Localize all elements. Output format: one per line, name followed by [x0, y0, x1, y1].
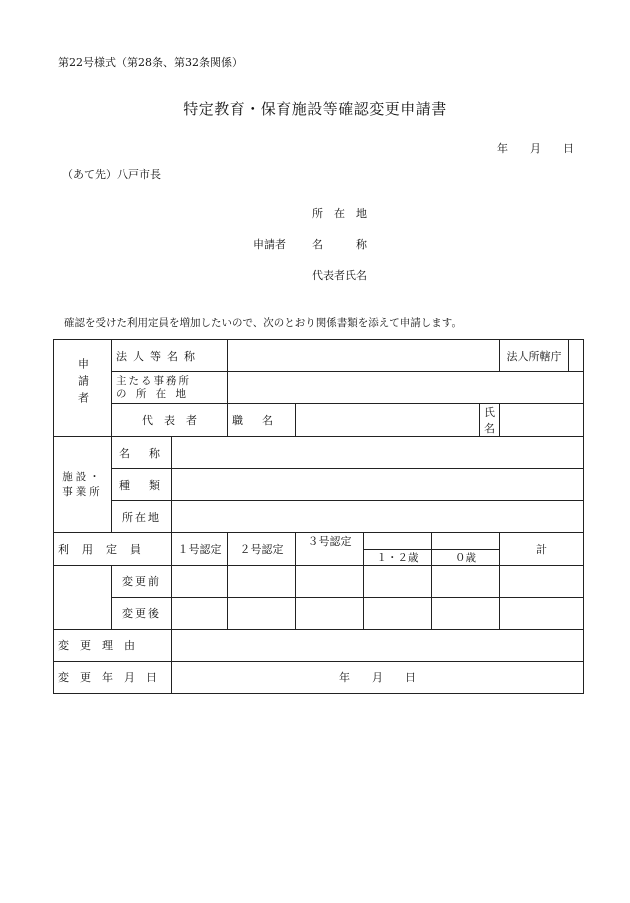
before-total-field[interactable] — [500, 565, 584, 597]
before-age12-field[interactable] — [364, 565, 432, 597]
corp-office-label: 法人所轄庁 — [500, 340, 569, 372]
representative-name-label: 代表者氏名 — [312, 269, 367, 282]
after-total-field[interactable] — [500, 597, 584, 629]
facility-type-field[interactable] — [172, 469, 584, 501]
facility-type-label: 種 類 — [112, 469, 172, 501]
position-field[interactable] — [296, 404, 480, 437]
cert3-spacer-2 — [432, 533, 500, 550]
after-cert1-field[interactable] — [172, 597, 228, 629]
capacity-blank — [54, 565, 112, 629]
change-date-field[interactable]: 年 月 日 — [172, 661, 584, 693]
form-number: 第22号様式（第28条、第32条関係） — [58, 56, 243, 69]
facility-group-line1: 施設・ — [62, 470, 103, 483]
total-header: 計 — [500, 533, 584, 566]
before-cert1-field[interactable] — [172, 565, 228, 597]
before-label: 変更前 — [112, 565, 172, 597]
person-name-label: 氏 名 — [480, 404, 500, 437]
representative-label: 代 表 者 — [112, 404, 228, 437]
after-age0-field[interactable] — [432, 597, 500, 629]
facility-group-label — [54, 437, 112, 533]
main-office-address-field[interactable] — [228, 372, 584, 404]
cert3-spacer — [364, 533, 432, 550]
cert3-header: ３号認定 — [296, 533, 364, 550]
before-cert2-field[interactable] — [228, 565, 296, 597]
document-title: 特定教育・保育施設等確認変更申請書 — [183, 100, 447, 118]
before-cert3-field[interactable] — [296, 565, 364, 597]
change-date-label: 変 更 年 月 日 — [54, 661, 172, 693]
application-statement: 確認を受けた利用定員を増加したいので、次のとおり関係書類を添えて申請します。 — [64, 317, 462, 329]
applicant-label: 申請者 — [253, 238, 286, 251]
after-age12-field[interactable] — [364, 597, 432, 629]
main-office-label-line2: の 所 在 地 — [116, 387, 190, 400]
cert2-header: ２号認定 — [228, 533, 296, 566]
applicant-group-label — [54, 340, 112, 437]
facility-name-label: 名 称 — [112, 437, 172, 469]
addressee: （あて先）八戸市長 — [62, 168, 161, 181]
applicant-name-label: 名 称 — [312, 238, 367, 251]
main-office-label — [112, 372, 228, 404]
cert3-blank — [296, 549, 364, 565]
before-age0-field[interactable] — [432, 565, 500, 597]
corp-name-field[interactable] — [228, 340, 500, 372]
after-cert2-field[interactable] — [228, 597, 296, 629]
after-label: 変更後 — [112, 597, 172, 629]
application-form-table — [53, 339, 584, 694]
after-cert3-field[interactable] — [296, 597, 364, 629]
applicant-address-label: 所 在 地 — [312, 207, 367, 220]
corp-office-field[interactable] — [569, 340, 584, 372]
facility-group-line2: 事業所 — [62, 485, 103, 498]
facility-address-field[interactable] — [172, 501, 584, 533]
capacity-label: 利 用 定 員 — [54, 533, 172, 566]
facility-address-label: 所在地 — [112, 501, 172, 533]
reason-field[interactable] — [172, 629, 584, 661]
age0-header: ０歳 — [432, 549, 500, 565]
applicant-group-text: 申請者 — [76, 357, 90, 409]
age12-header: １・２歳 — [364, 549, 432, 565]
main-office-label-line1: 主たる事務所 — [116, 374, 191, 387]
submission-date: 年 月 日 — [497, 142, 574, 155]
facility-name-field[interactable] — [172, 437, 584, 469]
reason-label: 変 更 理 由 — [54, 629, 172, 661]
cert1-header: １号認定 — [172, 533, 228, 566]
corp-name-label: 法人等名称 — [112, 340, 228, 372]
position-label: 職 名 — [228, 404, 296, 437]
